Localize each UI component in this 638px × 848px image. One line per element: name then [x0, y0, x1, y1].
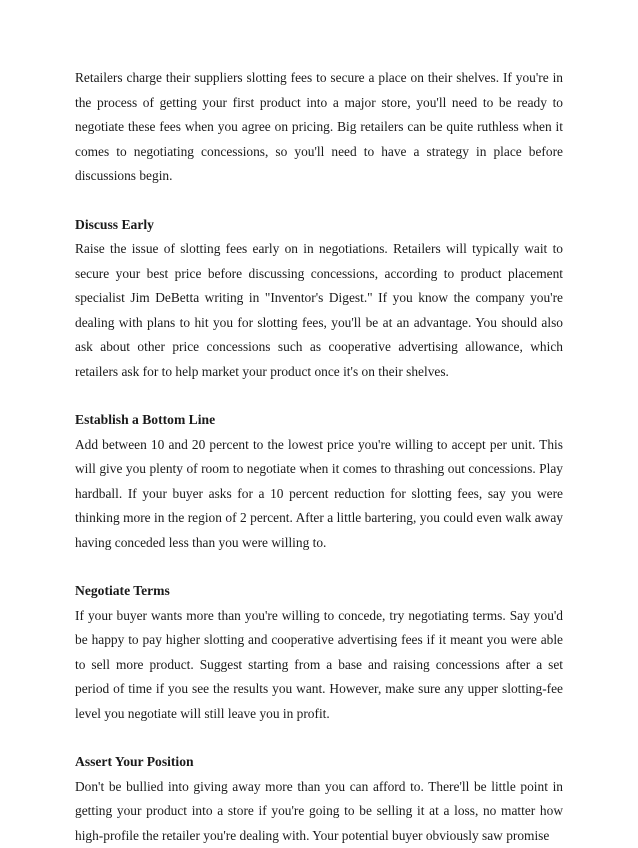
section-negotiate-terms [75, 579, 563, 726]
section-body: If your buyer wants more than you're willing to concede, try negotiating terms. Say you'd be happy to pay higher slotting and cooperative advertising fees if it meant you were able to sell more product. Suggest starting from a base and raising concessions after a set period of time if you see the results you want. However, make sure any upper slotting-fee level you negotiate will still leave you in profit. [75, 604, 563, 727]
section-discuss-early [75, 213, 563, 385]
section-heading: Negotiate Terms [75, 579, 563, 604]
section-heading: Establish a Bottom Line [75, 408, 563, 433]
document-page [75, 66, 563, 848]
section-body: Add between 10 and 20 percent to the lowest price you're willing to accept per unit. This will give you plenty of room to negotiate when it comes to thrashing out concessions. Play hardball. If your buyer asks for a 10 percent reduction for slotting fees, say you were thinking more in the region of 2 percent. After a little bartering, you could even walk away having conceded less than you were willing to. [75, 433, 563, 556]
section-heading: Discuss Early [75, 213, 563, 238]
section-body: Don't be bullied into giving away more than you can afford to. There'll be little point in getting your product into a store if you're going to be selling it at a loss, no matter how high-profile the retailer you're dealing with. Your potential buyer obviously saw promise [75, 775, 563, 848]
section-assert-position [75, 750, 563, 848]
section-body: Raise the issue of slotting fees early on in negotiations. Retailers will typically wait to secure your best price before discussing concessions, according to product placement specialist Jim DeBetta writing in "Inventor's Digest." If you know the company you're dealing with plans to hit you for slotting fees, you'll be at an advantage. You should also ask about other price concessions such as cooperative advertising allowance, which retailers ask for to help market your product once it's on their shelves. [75, 237, 563, 384]
section-heading: Assert Your Position [75, 750, 563, 775]
section-establish-bottom-line [75, 408, 563, 555]
intro-paragraph: Retailers charge their suppliers slotting fees to secure a place on their shelves. If you're in the process of getting your first product into a major store, you'll need to be ready to negotiate these fees when you agree on pricing. Big retailers can be quite ruthless when it comes to negotiating concessions, so you'll need to have a strategy in place before discussions begin. [75, 66, 563, 189]
